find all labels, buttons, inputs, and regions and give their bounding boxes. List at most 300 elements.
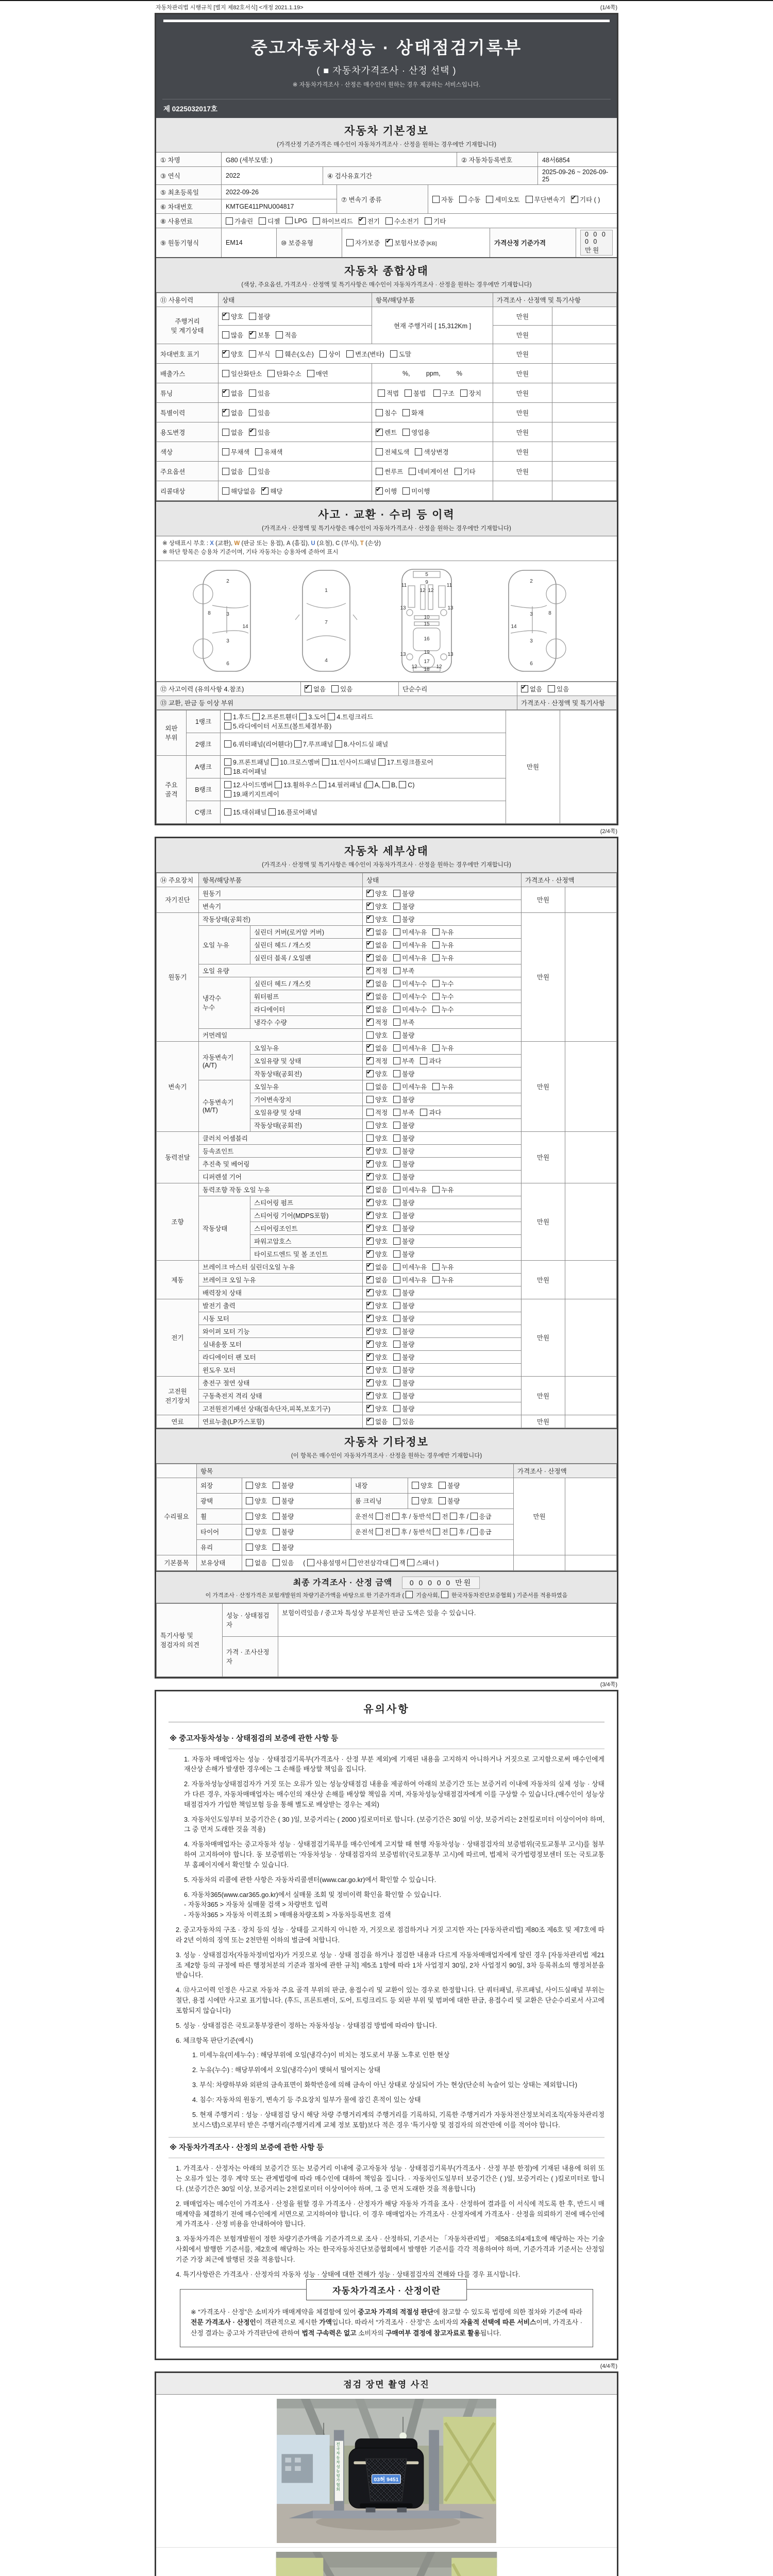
checkbox[interactable] xyxy=(376,1513,383,1520)
checkbox-checked[interactable] xyxy=(366,1250,374,1258)
checkbox[interactable] xyxy=(322,758,329,766)
simple-repair-options xyxy=(517,682,617,696)
checkbox[interactable] xyxy=(376,409,383,416)
checkbox[interactable] xyxy=(273,1513,280,1520)
checkbox[interactable] xyxy=(376,448,383,455)
checkbox-checked[interactable] xyxy=(376,429,383,436)
checkbox[interactable] xyxy=(409,468,416,475)
checkbox[interactable] xyxy=(393,1199,400,1206)
check-option xyxy=(393,1133,414,1143)
check-label: 불량 xyxy=(447,1498,460,1505)
checkbox[interactable] xyxy=(222,448,229,455)
check-label: 불량 xyxy=(402,1405,415,1413)
checkbox[interactable] xyxy=(393,1212,400,1219)
checkbox[interactable] xyxy=(366,1134,374,1142)
device-group: 고전원 전기장치 xyxy=(157,1376,199,1415)
checkbox[interactable] xyxy=(402,429,410,436)
check-option xyxy=(366,1262,388,1272)
summary-row xyxy=(157,462,617,481)
checkbox-checked[interactable] xyxy=(366,1057,374,1064)
checkbox-checked[interactable] xyxy=(366,1405,374,1412)
checkbox-checked[interactable] xyxy=(366,1366,374,1374)
checkbox-checked[interactable] xyxy=(366,941,374,948)
checkbox[interactable] xyxy=(393,1019,400,1026)
checkbox[interactable] xyxy=(486,196,493,203)
checkbox[interactable] xyxy=(224,758,231,766)
checkbox-checked[interactable] xyxy=(366,1263,374,1270)
detail-row xyxy=(157,1260,617,1273)
checkbox[interactable] xyxy=(393,1122,400,1129)
checkbox-checked[interactable] xyxy=(366,916,374,923)
check-label: 불량 xyxy=(281,1513,294,1520)
checkbox[interactable] xyxy=(432,1186,440,1193)
check-option xyxy=(366,1301,388,1310)
checkbox[interactable] xyxy=(425,217,432,225)
checkbox-checked[interactable] xyxy=(385,239,393,246)
checkbox[interactable] xyxy=(393,1109,400,1116)
diagram-side-right xyxy=(509,570,566,671)
checkbox[interactable] xyxy=(294,740,301,748)
checkbox[interactable] xyxy=(222,487,229,495)
checkbox[interactable] xyxy=(459,196,466,203)
checkbox[interactable] xyxy=(393,1070,400,1077)
device-remark xyxy=(565,1183,617,1260)
checkbox[interactable] xyxy=(346,239,354,246)
final-price-label: 최종 가격조사 · 산정 금액 xyxy=(293,1578,393,1587)
checkbox[interactable] xyxy=(420,1109,427,1116)
checkbox-checked[interactable] xyxy=(366,1289,374,1296)
check-option xyxy=(393,953,427,962)
checkbox[interactable] xyxy=(249,313,256,320)
checkbox[interactable] xyxy=(432,1083,440,1090)
checkbox[interactable] xyxy=(224,781,231,788)
usage-label: 주요옵션 xyxy=(157,462,219,481)
check-label: 양호 xyxy=(375,1199,388,1207)
checkbox[interactable] xyxy=(393,903,400,910)
checkbox[interactable] xyxy=(346,350,354,358)
checkbox[interactable] xyxy=(271,758,278,766)
checkbox-checked[interactable] xyxy=(366,1199,374,1206)
checkbox[interactable] xyxy=(439,1482,446,1489)
checkbox[interactable] xyxy=(432,928,440,936)
checkbox[interactable] xyxy=(432,1006,440,1013)
checkbox[interactable] xyxy=(402,487,410,495)
checkbox[interactable] xyxy=(376,468,383,475)
checkbox-checked[interactable] xyxy=(376,487,383,495)
checkbox[interactable] xyxy=(222,468,229,475)
checkbox[interactable] xyxy=(412,1497,419,1504)
checkbox[interactable] xyxy=(470,1528,478,1535)
checkbox[interactable] xyxy=(390,350,397,358)
checkbox[interactable] xyxy=(313,217,320,225)
checkbox[interactable] xyxy=(441,1591,448,1598)
checkbox[interactable] xyxy=(432,980,440,987)
checkbox-checked[interactable] xyxy=(366,1212,374,1219)
checkbox[interactable] xyxy=(273,1544,280,1551)
checkbox[interactable] xyxy=(432,196,440,203)
checkbox[interactable] xyxy=(273,1497,280,1504)
checkbox[interactable] xyxy=(393,1418,400,1425)
diagram-number: 11 xyxy=(401,582,407,588)
checkbox[interactable] xyxy=(392,1528,399,1535)
checkbox[interactable] xyxy=(393,1250,400,1258)
checkbox-checked[interactable] xyxy=(222,389,229,397)
checkbox[interactable] xyxy=(439,1497,446,1504)
checkbox[interactable] xyxy=(548,685,555,692)
checkbox[interactable] xyxy=(393,993,400,1000)
device-price: 만원 xyxy=(522,1183,565,1260)
check-option xyxy=(366,979,388,988)
checkbox[interactable] xyxy=(366,1031,374,1039)
checkbox[interactable] xyxy=(275,781,282,788)
checkbox[interactable] xyxy=(393,1044,400,1052)
checkbox-checked[interactable] xyxy=(366,928,374,936)
checkbox[interactable] xyxy=(276,350,283,358)
checkbox[interactable] xyxy=(246,1559,253,1566)
checkbox[interactable] xyxy=(259,217,266,225)
check-label: 미세누수 xyxy=(402,1006,427,1013)
checkbox[interactable] xyxy=(455,468,462,475)
check-option xyxy=(393,1159,414,1168)
checkbox[interactable] xyxy=(393,1134,400,1142)
checkbox-checked[interactable] xyxy=(366,1160,374,1167)
checkbox[interactable] xyxy=(393,1315,400,1322)
checkbox[interactable] xyxy=(393,1031,400,1039)
checkbox[interactable] xyxy=(393,1289,400,1296)
checkbox-checked[interactable] xyxy=(366,954,374,961)
device-item: 파워고압호스 xyxy=(250,1234,363,1247)
check-option xyxy=(376,428,397,437)
detail-row xyxy=(157,1415,617,1428)
device-state xyxy=(363,1286,522,1299)
checkbox-checked[interactable] xyxy=(366,1379,374,1386)
checkbox[interactable] xyxy=(412,1482,419,1489)
checkbox-checked[interactable] xyxy=(366,1044,374,1052)
device-state xyxy=(363,1170,522,1183)
checkbox[interactable] xyxy=(433,1528,440,1535)
checkbox[interactable] xyxy=(246,1513,253,1520)
device-item: 실린더 헤드 / 개스킷 xyxy=(250,938,363,951)
checkbox[interactable] xyxy=(393,1302,400,1309)
notice-sec2-items xyxy=(169,2163,604,2279)
summary-row xyxy=(157,422,617,442)
checkbox[interactable] xyxy=(433,1513,440,1520)
checkbox[interactable] xyxy=(393,1147,400,1155)
check-option xyxy=(393,1404,414,1413)
checkbox[interactable] xyxy=(393,1366,400,1374)
checkbox[interactable] xyxy=(402,409,410,416)
check-label: 양호 xyxy=(375,1392,388,1400)
checkbox[interactable] xyxy=(392,1513,399,1520)
checkbox[interactable] xyxy=(335,740,342,748)
accident-header xyxy=(156,501,617,536)
checkbox-checked[interactable] xyxy=(222,350,229,358)
checkbox-checked[interactable] xyxy=(366,1315,374,1322)
checkbox[interactable] xyxy=(432,1044,440,1052)
etc-price xyxy=(514,1555,565,1570)
checkbox[interactable] xyxy=(224,740,231,748)
checkbox-checked[interactable] xyxy=(222,313,229,320)
checkbox[interactable] xyxy=(393,1225,400,1232)
device-state xyxy=(363,1222,522,1234)
checkbox-checked[interactable] xyxy=(366,1276,374,1283)
checkbox[interactable] xyxy=(366,781,373,788)
checkbox-checked[interactable] xyxy=(366,1147,374,1155)
legend-symbol: W xyxy=(234,540,240,547)
checkbox[interactable] xyxy=(267,370,275,377)
checkbox[interactable] xyxy=(222,429,229,436)
device-state xyxy=(363,1067,522,1080)
notice-item: 3. 자동차가격은 보험개발원이 정한 차량기준가액을 기준가격으로 조사 · 산정하되, 기준서는 「자동차관리법」 제58조의4제1호에 해당하는 자는 기술사회에서 발행한 기준서를, 제2호에 해당하는 자는 한국자동차진단보증협회에서 발행한 기준서를 각각 적용하여야 하며, 기준가격과 기준서는 산정일 기준 가장 최근에 발행된 것을 적용합니다. xyxy=(176,2235,604,2263)
checkbox-checked[interactable] xyxy=(366,1341,374,1348)
device-item: 라디에이터 팬 모터 xyxy=(199,1350,363,1363)
check-option xyxy=(366,1327,388,1336)
checkbox[interactable] xyxy=(273,1559,280,1566)
check-option xyxy=(366,1069,388,1078)
checkbox[interactable] xyxy=(249,389,256,397)
checkbox[interactable] xyxy=(393,1160,400,1167)
device-item: 기어변속장치 xyxy=(250,1093,363,1106)
checkbox-checked[interactable] xyxy=(366,1328,374,1335)
checkbox[interactable] xyxy=(393,1276,400,1283)
checkbox[interactable] xyxy=(393,967,400,974)
summary-head-state: 상태 xyxy=(219,293,372,307)
checkbox[interactable] xyxy=(393,980,400,987)
checkbox[interactable] xyxy=(366,1122,374,1129)
device-item: 등속죠인트 xyxy=(199,1144,363,1157)
check-label: 불량 xyxy=(402,1173,415,1181)
check-option xyxy=(366,1043,388,1053)
checkbox[interactable] xyxy=(405,389,412,397)
basic-items-label: 보유상태 xyxy=(197,1555,242,1570)
checkbox[interactable] xyxy=(393,1173,400,1180)
checkbox[interactable] xyxy=(407,1559,414,1566)
checkbox[interactable] xyxy=(268,808,276,816)
checkbox[interactable] xyxy=(249,409,256,416)
device-item: 연료누출(LP가스포함) xyxy=(199,1415,363,1428)
check-option xyxy=(249,467,270,476)
check-label: 불량 xyxy=(281,1544,294,1551)
checkbox[interactable] xyxy=(393,1083,400,1090)
checkbox[interactable] xyxy=(432,993,440,1000)
checkbox[interactable] xyxy=(224,808,231,816)
warranty-label: ⑩ 보증유형 xyxy=(277,228,342,257)
checkbox-checked[interactable] xyxy=(571,196,578,203)
checkbox[interactable] xyxy=(393,1379,400,1386)
checkbox[interactable] xyxy=(307,370,314,377)
checkbox[interactable] xyxy=(273,1482,280,1489)
opinion-row xyxy=(157,1603,617,1636)
checkbox[interactable] xyxy=(399,781,406,788)
checkbox-checked[interactable] xyxy=(521,685,528,692)
checkbox[interactable] xyxy=(253,713,260,720)
checkbox[interactable] xyxy=(450,1528,457,1535)
checkbox[interactable] xyxy=(526,196,533,203)
accident-title: 사고 · 교환 · 수리 등 이력 xyxy=(318,509,455,521)
checkbox-checked[interactable] xyxy=(366,993,374,1000)
price-cell: 만원 xyxy=(493,307,552,326)
checkbox-checked[interactable] xyxy=(366,1302,374,1309)
notice-item: 2. 매매업자는 매수인이 가격조사 · 산정을 원할 경우 가격조사 · 산정자가 해당 자동차 가격을 조사 · 산정하여 결과를 이 서식에 적도록 한 후, 반드시 매매계약을 체결하기 전에 매수인에게 서면으로 고지하여야 합니다. 이 경우 매매업자는 가격조사 · 산정자에게 가격조사 · 산정을 의뢰하기 전에 매수인에게 가격조사 · 산정 비용을 안내하여야 합니다. xyxy=(176,2199,604,2228)
checkbox[interactable] xyxy=(246,1497,253,1504)
checkbox-checked[interactable] xyxy=(366,1070,374,1077)
checkbox-checked[interactable] xyxy=(366,1418,374,1425)
checkbox-checked[interactable] xyxy=(366,1006,374,1013)
checkbox[interactable] xyxy=(393,1006,400,1013)
etc-item-state xyxy=(242,1524,351,1539)
checkbox[interactable] xyxy=(391,1559,398,1566)
checkbox[interactable] xyxy=(382,781,390,788)
checkbox-checked[interactable] xyxy=(249,331,256,338)
checkbox-checked[interactable] xyxy=(222,409,229,416)
check-option xyxy=(246,1527,267,1536)
device-item: 시동 모터 xyxy=(199,1312,363,1325)
checkbox[interactable] xyxy=(450,1513,457,1520)
final-price-note: 이 가격조사 · 산정가격은 보험개발원의 차량기준가액을 바탕으로 한 기준가격과 ( 기술사회, 한국자동차진단보증협회 ) 기준서를 적용하였음 xyxy=(161,1591,612,1599)
device-item: 작동상태(공회전) xyxy=(199,912,363,925)
checkbox[interactable] xyxy=(224,722,231,730)
device-item: 작동상태(공회전) xyxy=(250,1118,363,1131)
checkbox[interactable] xyxy=(432,1276,440,1283)
checkbox[interactable] xyxy=(222,331,229,338)
checkbox[interactable] xyxy=(224,713,231,720)
check-option xyxy=(366,902,388,911)
checkbox[interactable] xyxy=(328,713,335,720)
checkbox[interactable] xyxy=(393,1353,400,1361)
checkbox[interactable] xyxy=(255,448,262,455)
checkbox[interactable] xyxy=(415,448,422,455)
checkbox-checked[interactable] xyxy=(366,1173,374,1180)
checkbox-checked[interactable] xyxy=(249,429,256,436)
checkbox-checked[interactable] xyxy=(366,980,374,987)
checkbox[interactable] xyxy=(319,781,326,788)
device-item: 배력장치 상태 xyxy=(199,1286,363,1299)
checkbox[interactable] xyxy=(393,1341,400,1348)
checkbox[interactable] xyxy=(393,1096,400,1103)
checkbox-checked[interactable] xyxy=(261,487,268,495)
checkbox[interactable] xyxy=(366,1096,374,1103)
check-option xyxy=(393,1301,414,1310)
checkbox[interactable] xyxy=(393,941,400,948)
diagram-number: 7 xyxy=(325,619,328,625)
etc-item-state xyxy=(242,1509,351,1524)
checkbox[interactable] xyxy=(393,1057,400,1064)
checkbox[interactable] xyxy=(226,217,233,225)
vin-value: KMTGE411PNU004817 xyxy=(226,202,294,210)
checkbox[interactable] xyxy=(393,1392,400,1399)
checkbox[interactable] xyxy=(307,1559,314,1566)
checkbox[interactable] xyxy=(276,331,283,338)
checkbox-checked[interactable] xyxy=(366,1186,374,1193)
check-label: 없음 xyxy=(375,941,388,949)
checkbox[interactable] xyxy=(406,1591,413,1598)
detail-row xyxy=(157,887,617,900)
checkbox[interactable] xyxy=(393,890,400,897)
checkbox[interactable] xyxy=(285,217,293,224)
check-label: 양호 xyxy=(231,350,244,358)
checkbox[interactable] xyxy=(331,685,339,692)
checkbox[interactable] xyxy=(432,1263,440,1270)
legend-symbol: C xyxy=(335,540,340,547)
simple-repair-label: 단순수리 xyxy=(399,682,517,696)
checkbox[interactable] xyxy=(393,1186,400,1193)
checkbox[interactable] xyxy=(393,1238,400,1245)
summary-row xyxy=(157,364,617,383)
etc-item-state xyxy=(242,1478,351,1493)
checkbox[interactable] xyxy=(249,468,256,475)
checkbox-checked[interactable] xyxy=(305,685,312,692)
checkbox[interactable] xyxy=(378,389,385,397)
checkbox[interactable] xyxy=(376,1528,383,1535)
checkbox[interactable] xyxy=(460,389,467,397)
checkbox[interactable] xyxy=(273,1528,280,1535)
checkbox[interactable] xyxy=(224,790,231,798)
checkbox[interactable] xyxy=(320,350,327,358)
checkbox[interactable] xyxy=(432,941,440,948)
checkbox[interactable] xyxy=(246,1544,253,1551)
accident-history-table xyxy=(156,682,617,710)
checkbox-checked[interactable] xyxy=(366,1353,374,1361)
detail-head-row xyxy=(157,873,617,887)
checkbox[interactable] xyxy=(299,713,307,720)
lift-sign-text-front: 전국자동차성능평가협회 xyxy=(335,2442,340,2492)
checkbox[interactable] xyxy=(420,1057,427,1064)
checkbox[interactable] xyxy=(246,1528,253,1535)
checkbox[interactable] xyxy=(378,758,385,766)
photo-section-title: 점검 장면 촬영 사진 xyxy=(156,2373,617,2395)
checkbox[interactable] xyxy=(393,1263,400,1270)
diagram-side-left xyxy=(193,570,250,671)
check-option xyxy=(285,217,307,225)
checkbox-checked[interactable] xyxy=(366,1238,374,1245)
checkbox[interactable] xyxy=(222,370,229,377)
checkbox[interactable] xyxy=(470,1513,478,1520)
check-label: 없음 xyxy=(375,1006,388,1013)
check-option xyxy=(366,1249,388,1259)
checkbox-checked[interactable] xyxy=(366,890,374,897)
checkbox-checked[interactable] xyxy=(366,1392,374,1399)
device-group: 원동기 xyxy=(157,912,199,1041)
checkbox[interactable] xyxy=(366,1109,374,1116)
checkbox[interactable] xyxy=(246,1482,253,1489)
checkbox[interactable] xyxy=(393,1328,400,1335)
checkbox[interactable] xyxy=(349,1559,356,1566)
checkbox[interactable] xyxy=(366,1083,374,1090)
checkbox-checked[interactable] xyxy=(366,903,374,910)
check-label: 미세누유 xyxy=(402,954,427,962)
checkbox[interactable] xyxy=(393,1405,400,1412)
checkbox[interactable] xyxy=(393,916,400,923)
device-remark xyxy=(565,1376,617,1415)
check-option xyxy=(366,1108,388,1117)
check-option xyxy=(222,330,243,340)
checkbox[interactable] xyxy=(432,954,440,961)
checkbox[interactable] xyxy=(224,768,231,775)
check-label: 양호 xyxy=(375,1212,388,1219)
checkbox[interactable] xyxy=(433,389,441,397)
checkbox-checked[interactable] xyxy=(366,1225,374,1232)
notice-sec1-title: ※ 중고자동차성능 · 상태점검의 보증에 관한 사항 등 xyxy=(169,1728,604,1749)
checkbox-checked[interactable] xyxy=(366,967,374,974)
checkbox-checked[interactable] xyxy=(359,217,366,225)
checkbox[interactable] xyxy=(393,954,400,961)
check-option xyxy=(366,1121,388,1130)
checkbox-checked[interactable] xyxy=(366,1019,374,1026)
checkbox[interactable] xyxy=(249,350,256,358)
checkbox[interactable] xyxy=(393,928,400,936)
check-label: 불량 xyxy=(402,890,415,897)
checkbox[interactable] xyxy=(385,217,393,225)
